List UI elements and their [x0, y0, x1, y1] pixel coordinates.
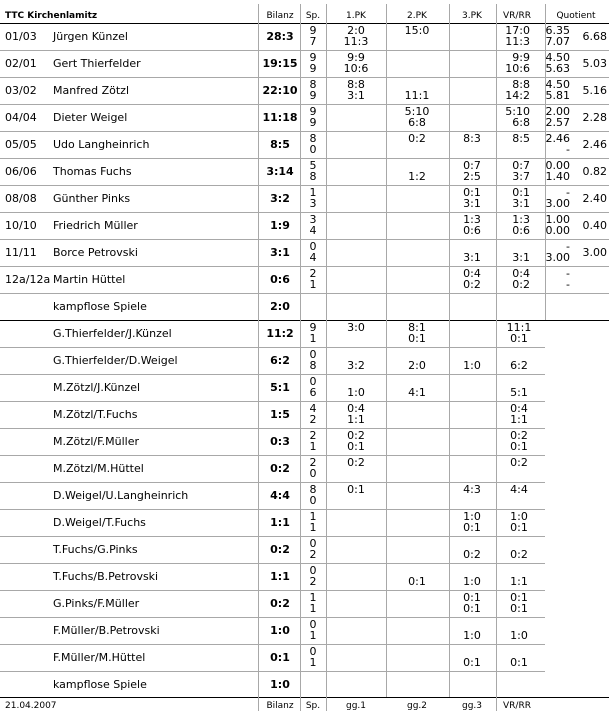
kampflose-bilanz: 2:0	[270, 300, 290, 313]
player-pk1-vr: 2:0	[347, 24, 365, 37]
player-quotient-total: 6.68	[582, 30, 607, 43]
player-bilanz: 1:9	[270, 219, 290, 232]
player-sp-vr: 1	[309, 186, 317, 199]
player-quotient-rr: -	[566, 278, 570, 291]
double-sp-vr: 0	[309, 348, 317, 361]
player-pk3-rr: 3:1	[463, 251, 481, 264]
double-pk3-rr: 0:1	[463, 521, 481, 534]
double-pk3-vr: 4:3	[463, 483, 481, 496]
double-sp-rr: 6	[309, 386, 317, 399]
double-pk3-rr: 0:1	[463, 656, 481, 669]
player-bilanz: 8:5	[270, 138, 290, 151]
double-sp-vr: 0	[309, 375, 317, 388]
double-bilanz: 0:2	[270, 597, 290, 610]
double-pair-name: G.Thierfelder/J.Künzel	[53, 327, 172, 340]
double-rr: 0:1	[510, 332, 528, 345]
player-position: 06/06	[5, 165, 37, 178]
double-bilanz: 1:0	[270, 624, 290, 637]
double-bilanz: 0:1	[270, 651, 290, 664]
col-header-pk1: 1.PK	[346, 11, 366, 21]
player-quotient-total: 2.28	[582, 111, 607, 124]
player-position: 03/02	[5, 84, 37, 97]
player-bilanz: 0:6	[270, 273, 290, 286]
player-pk3-rr: 2:5	[463, 170, 481, 183]
player-rr: 0:2	[512, 278, 530, 291]
double-pk2-rr: 2:0	[408, 359, 426, 372]
player-bilanz: 3:1	[270, 246, 290, 259]
player-pk1-rr: 11:3	[343, 35, 369, 48]
club-title: TTC Kirchenlamitz	[5, 11, 98, 21]
double-sp-vr: 0	[309, 618, 317, 631]
player-name: Friedrich Müller	[53, 219, 138, 232]
double-bilanz: 0:3	[270, 435, 290, 448]
double-sp-vr: 1	[309, 510, 317, 523]
footer-sp: Sp.	[305, 701, 321, 711]
double-pair-name: M.Zötzl/M.Hüttel	[53, 462, 144, 475]
player-rr: 0:6	[512, 224, 530, 237]
footer-date: 21.04.2007	[5, 701, 57, 711]
player-pk3-rr: 3:1	[463, 197, 481, 210]
double-rr: 6:2	[510, 359, 528, 372]
player-vr: 0:4	[512, 267, 530, 280]
double-sp-rr: 2	[309, 413, 317, 426]
player-sp-vr: 3	[309, 213, 317, 226]
player-sp-rr: 7	[309, 35, 317, 48]
double-bilanz: 0:2	[270, 543, 290, 556]
player-pk1-rr: 3:1	[347, 89, 365, 102]
player-quotient-total: 2.46	[582, 138, 607, 151]
double-sp-vr: 2	[309, 429, 317, 442]
col-header-bilanz: Bilanz	[266, 11, 294, 21]
double-sp-vr: 0	[309, 537, 317, 550]
player-quotient-rr: 3.00	[545, 197, 570, 210]
player-bilanz: 28:3	[266, 30, 294, 43]
player-quotient-vr: 2.00	[545, 105, 570, 118]
player-bilanz: 11:18	[262, 111, 298, 124]
double-vr: 11:1	[506, 321, 532, 334]
double-bilanz: 11:2	[266, 327, 294, 340]
player-vr: 8:8	[512, 78, 530, 91]
double-bilanz: 1:1	[270, 516, 290, 529]
player-quotient-total: 0.82	[582, 165, 607, 178]
player-quotient-vr: 4.50	[545, 78, 570, 91]
player-position: 02/01	[5, 57, 37, 70]
double-pk1-rr: 1:1	[347, 413, 365, 426]
row-divider	[0, 455, 545, 456]
player-bilanz: 22:10	[262, 84, 298, 97]
player-pk2-vr: 5:10	[404, 105, 430, 118]
double-sp-rr: 1	[309, 602, 317, 615]
double-pair-name: T.Fuchs/B.Petrovski	[53, 570, 159, 583]
player-rr: 3:1	[512, 197, 530, 210]
player-position: 10/10	[5, 219, 37, 232]
kampflose-label: kampflose Spiele	[53, 678, 147, 691]
player-sp-rr: 9	[309, 89, 317, 102]
player-quotient-vr: -	[566, 186, 570, 199]
player-sp-rr: 8	[309, 170, 317, 183]
double-vr: 0:4	[510, 402, 528, 415]
row-divider	[0, 617, 545, 618]
double-sp-vr: 0	[309, 564, 317, 577]
player-pk1-rr: 10:6	[343, 62, 369, 75]
player-pk2-vr: 0:2	[408, 132, 426, 145]
kampflose-label: kampflose Spiele	[53, 300, 147, 313]
player-quotient-rr: 0.00	[545, 224, 570, 237]
player-quotient-total: 0.40	[582, 219, 607, 232]
double-pair-name: F.Müller/B.Petrovski	[53, 624, 160, 637]
player-sp-rr: 3	[309, 197, 317, 210]
double-pk1-vr: 0:2	[347, 456, 365, 469]
double-pair-name: M.Zötzl/J.Künzel	[53, 381, 141, 394]
double-pk1-vr: 3:0	[347, 321, 365, 334]
double-bilanz: 4:4	[270, 489, 290, 502]
double-sp-rr: 2	[309, 548, 317, 561]
double-sp-rr: 1	[309, 440, 317, 453]
player-quotient-rr: 5.63	[545, 62, 570, 75]
row-divider	[0, 374, 545, 375]
double-sp-rr: 0	[309, 467, 317, 480]
row-divider	[0, 293, 609, 294]
player-quotient-vr: 4.50	[545, 51, 570, 64]
double-pk1-rr: 0:1	[347, 440, 365, 453]
player-vr: 0:7	[512, 159, 530, 172]
player-name: Günther Pinks	[53, 192, 131, 205]
player-sp-vr: 9	[309, 24, 317, 37]
double-vr: 0:1	[510, 591, 528, 604]
player-vr: 8:5	[512, 132, 530, 145]
player-vr: 1:3	[512, 213, 530, 226]
player-position: 05/05	[5, 138, 37, 151]
player-quotient-rr: 5.81	[545, 89, 570, 102]
double-sp-rr: 8	[309, 359, 317, 372]
double-pair-name: F.Müller/M.Hüttel	[53, 651, 146, 664]
row-divider	[0, 644, 545, 645]
double-pk1-rr: 3:2	[347, 359, 365, 372]
double-pk1-vr: 0:2	[347, 429, 365, 442]
footer-gg2: gg.2	[406, 701, 427, 711]
player-sp-vr: 8	[309, 132, 317, 145]
player-quotient-rr: 7.07	[545, 35, 570, 48]
double-sp-vr: 9	[309, 321, 317, 334]
double-sp-rr: 1	[309, 521, 317, 534]
player-sp-rr: 4	[309, 224, 317, 237]
player-sp-rr: 1	[309, 278, 317, 291]
player-pk3-vr: 1:3	[463, 213, 481, 226]
player-pk3-vr: 0:1	[463, 186, 481, 199]
player-name: Manfred Zötzl	[53, 84, 130, 97]
double-sp-vr: 2	[309, 456, 317, 469]
double-rr: 1:0	[510, 629, 528, 642]
col-header-pk2: 2.PK	[407, 11, 427, 21]
double-rr: 1:1	[510, 413, 528, 426]
double-pk3-rr: 0:2	[463, 548, 481, 561]
double-pair-name: M.Zötzl/T.Fuchs	[53, 408, 138, 421]
player-sp-vr: 9	[309, 51, 317, 64]
footer-gg3: gg.3	[461, 701, 482, 711]
double-pk3-rr: 1:0	[463, 629, 481, 642]
player-pk2-rr: 1:2	[408, 170, 426, 183]
double-rr: 5:1	[510, 386, 528, 399]
col-divider-sp	[300, 4, 301, 711]
col-header-quotient: Quotient	[556, 11, 596, 21]
double-vr: 4:4	[510, 483, 528, 496]
col-divider-pk2	[386, 4, 387, 320]
double-pk2-vr: 8:1	[408, 321, 426, 334]
player-quotient-vr: 0.00	[545, 159, 570, 172]
player-vr: 5:10	[505, 105, 530, 118]
player-rr: 11:3	[505, 35, 530, 48]
double-pk3-vr: 1:0	[463, 510, 481, 523]
double-pk3-rr: 1:0	[463, 359, 481, 372]
player-pk3-vr: 0:4	[463, 267, 481, 280]
double-pk2-rr: 0:1	[408, 332, 426, 345]
player-sp-rr: 4	[309, 251, 317, 264]
player-quotient-rr: 3.00	[545, 251, 570, 264]
player-sp-rr: 9	[309, 62, 317, 75]
player-sp-vr: 5	[309, 159, 317, 172]
player-pk1-vr: 9:9	[347, 51, 365, 64]
col-divider-pk3	[449, 4, 450, 697]
double-sp-rr: 1	[309, 332, 317, 345]
double-sp-rr: 2	[309, 575, 317, 588]
player-sp-vr: 8	[309, 78, 317, 91]
double-sp-rr: 0	[309, 494, 317, 507]
double-pair-name: G.Pinks/F.Müller	[53, 597, 140, 610]
player-name: Martin Hüttel	[53, 273, 126, 286]
double-sp-vr: 0	[309, 645, 317, 658]
double-pk2-rr: 0:1	[408, 575, 426, 588]
player-sp-vr: 2	[309, 267, 317, 280]
player-quotient-vr: 1.00	[545, 213, 570, 226]
col-divider-vr	[496, 4, 497, 711]
player-quotient-vr: 2.46	[545, 132, 570, 145]
player-pk3-rr: 0:2	[463, 278, 481, 291]
col-divider-bilanz	[258, 4, 259, 711]
double-bilanz: 0:2	[270, 462, 290, 475]
double-bilanz: 6:2	[270, 354, 290, 367]
double-vr: 0:2	[510, 429, 528, 442]
player-bilanz: 3:2	[270, 192, 290, 205]
player-quotient-vr: -	[566, 267, 570, 280]
player-bilanz: 19:15	[262, 57, 298, 70]
double-sp-rr: 1	[309, 656, 317, 669]
player-sp-rr: 0	[309, 143, 317, 156]
double-sp-rr: 1	[309, 629, 317, 642]
col-divider-pk2	[386, 320, 387, 697]
col-header-pk3: 3.PK	[462, 11, 482, 21]
row-divider	[0, 347, 545, 348]
footer-bilanz: Bilanz	[266, 701, 294, 711]
player-vr: 0:1	[512, 186, 530, 199]
col-divider-quotient	[545, 4, 546, 320]
footer-vrrr: VR/RR	[503, 701, 531, 711]
double-rr: 0:1	[510, 602, 528, 615]
player-rr: 6:8	[512, 116, 530, 129]
row-divider	[0, 428, 545, 429]
player-vr: 9:9	[512, 51, 530, 64]
player-position: 01/03	[5, 30, 37, 43]
player-pk2-rr: 11:1	[404, 89, 430, 102]
player-vr: 17:0	[505, 24, 530, 37]
player-name: Borce Petrovski	[53, 246, 138, 259]
double-vr: 1:0	[510, 510, 528, 523]
player-pk1-vr: 8:8	[347, 78, 365, 91]
player-quotient-vr: -	[566, 240, 570, 253]
footer-gg1: gg.1	[345, 701, 366, 711]
player-rr: 14:2	[505, 89, 530, 102]
player-pk2-rr: 6:8	[408, 116, 426, 129]
double-rr: 1:1	[510, 575, 528, 588]
player-position: 11/11	[5, 246, 37, 259]
player-pk2-vr: 15:0	[404, 24, 430, 37]
footer-rule	[0, 697, 609, 698]
player-sp-vr: 0	[309, 240, 317, 253]
double-pk2-rr: 4:1	[408, 386, 426, 399]
double-pk1-vr: 0:4	[347, 402, 365, 415]
player-quotient-rr: 1.40	[545, 170, 570, 183]
player-name: Dieter Weigel	[53, 111, 128, 124]
player-pk3-vr: 0:7	[463, 159, 481, 172]
player-position: 12a/12a	[5, 273, 51, 286]
double-sp-vr: 8	[309, 483, 317, 496]
row-divider	[0, 563, 545, 564]
double-pk1-rr: 1:0	[347, 386, 365, 399]
row-divider	[0, 239, 609, 240]
player-name: Gert Thierfelder	[53, 57, 141, 70]
player-rr: 10:6	[505, 62, 530, 75]
player-quotient-total: 5.03	[582, 57, 607, 70]
player-quotient-vr: 6.35	[545, 24, 570, 37]
player-name: Jürgen Künzel	[53, 30, 128, 43]
kampflose-bilanz: 1:0	[270, 678, 290, 691]
player-name: Thomas Fuchs	[53, 165, 132, 178]
col-header-sp: Sp.	[305, 11, 321, 21]
double-rr: 0:1	[510, 521, 528, 534]
player-quotient-total: 5.16	[582, 84, 607, 97]
col-header-vrrr: VR/RR	[503, 11, 531, 21]
double-bilanz: 5:1	[270, 381, 290, 394]
row-divider	[0, 401, 545, 402]
double-pair-name: M.Zötzl/F.Müller	[53, 435, 140, 448]
player-name: Udo Langheinrich	[53, 138, 150, 151]
player-pk3-rr: 0:6	[463, 224, 481, 237]
row-divider	[0, 536, 545, 537]
player-quotient-total: 2.40	[582, 192, 607, 205]
player-rr: 3:7	[512, 170, 530, 183]
double-pair-name: D.Weigel/T.Fuchs	[53, 516, 146, 529]
double-pk3-vr: 0:1	[463, 591, 481, 604]
player-quotient-rr: -	[566, 143, 570, 156]
double-rr: 0:1	[510, 656, 528, 669]
double-bilanz: 1:1	[270, 570, 290, 583]
double-rr: 0:1	[510, 440, 528, 453]
row-divider	[0, 671, 545, 672]
player-pk3-vr: 8:3	[463, 132, 481, 145]
double-sp-vr: 1	[309, 591, 317, 604]
double-pk3-rr: 1:0	[463, 575, 481, 588]
player-position: 08/08	[5, 192, 37, 205]
player-rr: 3:1	[512, 251, 530, 264]
player-sp-vr: 9	[309, 105, 317, 118]
player-quotient-rr: 2.57	[545, 116, 570, 129]
player-quotient-total: 3.00	[582, 246, 607, 259]
double-rr: 0:2	[510, 548, 528, 561]
player-sp-rr: 9	[309, 116, 317, 129]
player-bilanz: 3:14	[266, 165, 294, 178]
double-vr: 0:2	[510, 456, 528, 469]
double-pair-name: D.Weigel/U.Langheinrich	[53, 489, 189, 502]
double-bilanz: 1:5	[270, 408, 290, 421]
player-position: 04/04	[5, 111, 37, 124]
double-pk1-vr: 0:1	[347, 483, 365, 496]
double-pair-name: G.Thierfelder/D.Weigel	[53, 354, 178, 367]
double-pair-name: T.Fuchs/G.Pinks	[53, 543, 138, 556]
double-pk3-rr: 0:1	[463, 602, 481, 615]
col-divider-pk1	[326, 4, 327, 711]
double-sp-vr: 4	[309, 402, 317, 415]
